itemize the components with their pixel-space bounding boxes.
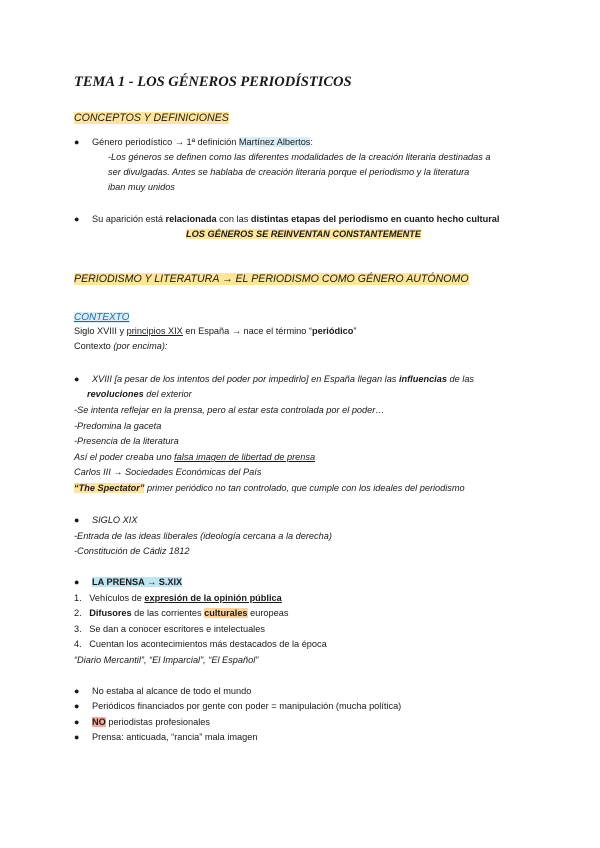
n4-num: 4.	[74, 639, 82, 649]
bullet-xviii	[74, 373, 474, 386]
b2-b: relacionada	[165, 214, 217, 224]
section-periodismo-heading	[74, 273, 469, 285]
xix-label: SIGLO XIX	[92, 515, 138, 525]
n2-d: europeas	[247, 608, 289, 618]
quote-line-2: ser divulgadas. Antes se hablaba de creación literaria porque el periodismo y la literatura	[108, 167, 470, 177]
bullet-prensa	[74, 576, 182, 589]
newspapers-list: “Diario Mercantil”, “El Imparcial”, “El Español”	[74, 655, 259, 665]
l2-b: (por encima):	[113, 341, 168, 351]
bullet-aparicion	[74, 213, 499, 226]
xviii-note-1: -Se intenta reflejar en la prensa, pero al estar esta controlada por el poder…	[74, 405, 385, 415]
page-title: TEMA 1 - LOS GÉNEROS PERIODÍSTICOS	[74, 74, 352, 90]
n2-num: 2.	[74, 608, 82, 618]
bullet-icon: ●	[74, 717, 80, 727]
l1-b: principios XIX	[126, 326, 183, 336]
bullet-icon: ●	[74, 732, 80, 742]
xviii-note-5: Carlos III → Sociedades Económicas del País	[74, 467, 262, 477]
b1-prefix: Género periodístico → 1ª definición	[92, 137, 239, 147]
section-conceptos-label: CONCEPTOS Y DEFINICIONES	[74, 112, 229, 124]
n2-b: de las corrientes	[131, 608, 205, 618]
bullet-icon: ●	[74, 374, 80, 384]
bullet-icon: ●	[74, 515, 80, 525]
xviii-b: influencias	[398, 374, 447, 384]
n3-num: 3.	[74, 624, 82, 634]
xviii-note-2: -Predomina la gaceta	[74, 421, 162, 431]
x6-b: primer periódico no tan controlado, que cumple con los ideales del periodismo	[144, 483, 465, 493]
n4-text: Cuentan los acontecimientos más destacados de la época	[89, 639, 327, 649]
l1-c: en España → nace el término “	[182, 326, 312, 336]
spectator-name: “The Spectator”	[74, 483, 145, 493]
b2-d: distintas etapas del periodismo en cuanto hecho cultural	[250, 214, 500, 224]
xix-note-1: -Entrada de las ideas liberales (ideología cercana a la derecha)	[74, 531, 332, 541]
c3-a: NO	[92, 717, 106, 727]
numbered-item-2	[74, 607, 288, 620]
n2-a: Difusores	[89, 608, 132, 618]
x4-b: falsa imagen de libertad de prensa	[174, 452, 316, 462]
bullet-icon: ●	[74, 701, 80, 711]
bullet-c3	[74, 716, 210, 729]
numbered-item-4	[74, 638, 327, 651]
n3-text: Se dan a conocer escritores e intelectuales	[89, 624, 265, 634]
xviii-a: XVIII [a pesar de los intentos del poder por impedirlo] en España llegan las	[92, 374, 399, 384]
xviii-note-3: -Presencia de la literatura	[74, 436, 179, 446]
numbered-item-3	[74, 623, 265, 636]
xix-note-2: -Constitución de Cádiz 1812	[74, 546, 190, 556]
xviii-line-2	[87, 388, 192, 401]
bullet-c4	[74, 731, 257, 744]
center-statement-text: LOS GÉNEROS SE REINVENTAN CONSTANTEMENTE	[186, 229, 421, 239]
section-periodismo-label: PERIODISMO Y LITERATURA → EL PERIODISMO COMO GÉNERO AUTÓNOMO	[74, 273, 469, 285]
b1-colon: :	[310, 137, 313, 147]
l1-d: periódico	[312, 326, 354, 336]
l1-e: ”	[353, 326, 357, 336]
bullet-icon: ●	[74, 686, 80, 696]
n1-b: expresión de la opinión pública	[144, 593, 282, 603]
bullet-icon: ●	[74, 214, 80, 224]
n1-a: Vehículos de	[89, 593, 145, 603]
bullet-siglo-xix	[74, 514, 137, 527]
author-name: Martínez Albertos	[238, 137, 311, 147]
n2-c: culturales	[204, 608, 248, 618]
c4-text: Prensa: anticuada, “rancia” mala imagen	[92, 732, 258, 742]
contexto-heading	[74, 307, 129, 325]
n1-num: 1.	[74, 593, 82, 603]
xviii-e: del exterior	[143, 389, 192, 399]
c1-text: No estaba al alcance de todo el mundo	[92, 686, 252, 696]
quote-line-3: iban muy unidos	[108, 182, 175, 192]
b2-c: con las	[216, 214, 251, 224]
center-statement	[186, 228, 421, 241]
bullet-icon: ●	[74, 137, 80, 147]
xviii-d: revoluciones	[87, 389, 144, 399]
bullet-genero-periodistico	[74, 136, 313, 149]
contexto-line-2	[74, 340, 167, 353]
bullet-c2	[74, 700, 401, 713]
contexto-label: CONTEXTO	[74, 312, 130, 323]
quote-line-1: -Los géneros se definen como las diferentes modalidades de la creación literaria destinadas a	[108, 152, 491, 162]
numbered-item-1	[74, 592, 282, 605]
bullet-icon: ●	[74, 577, 80, 587]
section-conceptos-heading	[74, 112, 229, 124]
l1-a: Siglo XVIII y	[74, 326, 127, 336]
l2-a: Contexto	[74, 341, 114, 351]
bullet-c1	[74, 685, 251, 698]
contexto-line-1	[74, 325, 356, 338]
xviii-c: de las	[446, 374, 475, 384]
c3-b: periodistas profesionales	[105, 717, 210, 727]
xviii-note-6	[74, 482, 465, 495]
x4-a: Así el poder creaba uno	[74, 452, 175, 462]
xviii-note-4	[74, 451, 315, 464]
prensa-label: LA PRENSA → S.XIX	[92, 577, 183, 587]
c2-text: Periódicos financiados por gente con poder = manipulación (mucha política)	[92, 701, 402, 711]
b2-a: Su aparición está	[92, 214, 166, 224]
